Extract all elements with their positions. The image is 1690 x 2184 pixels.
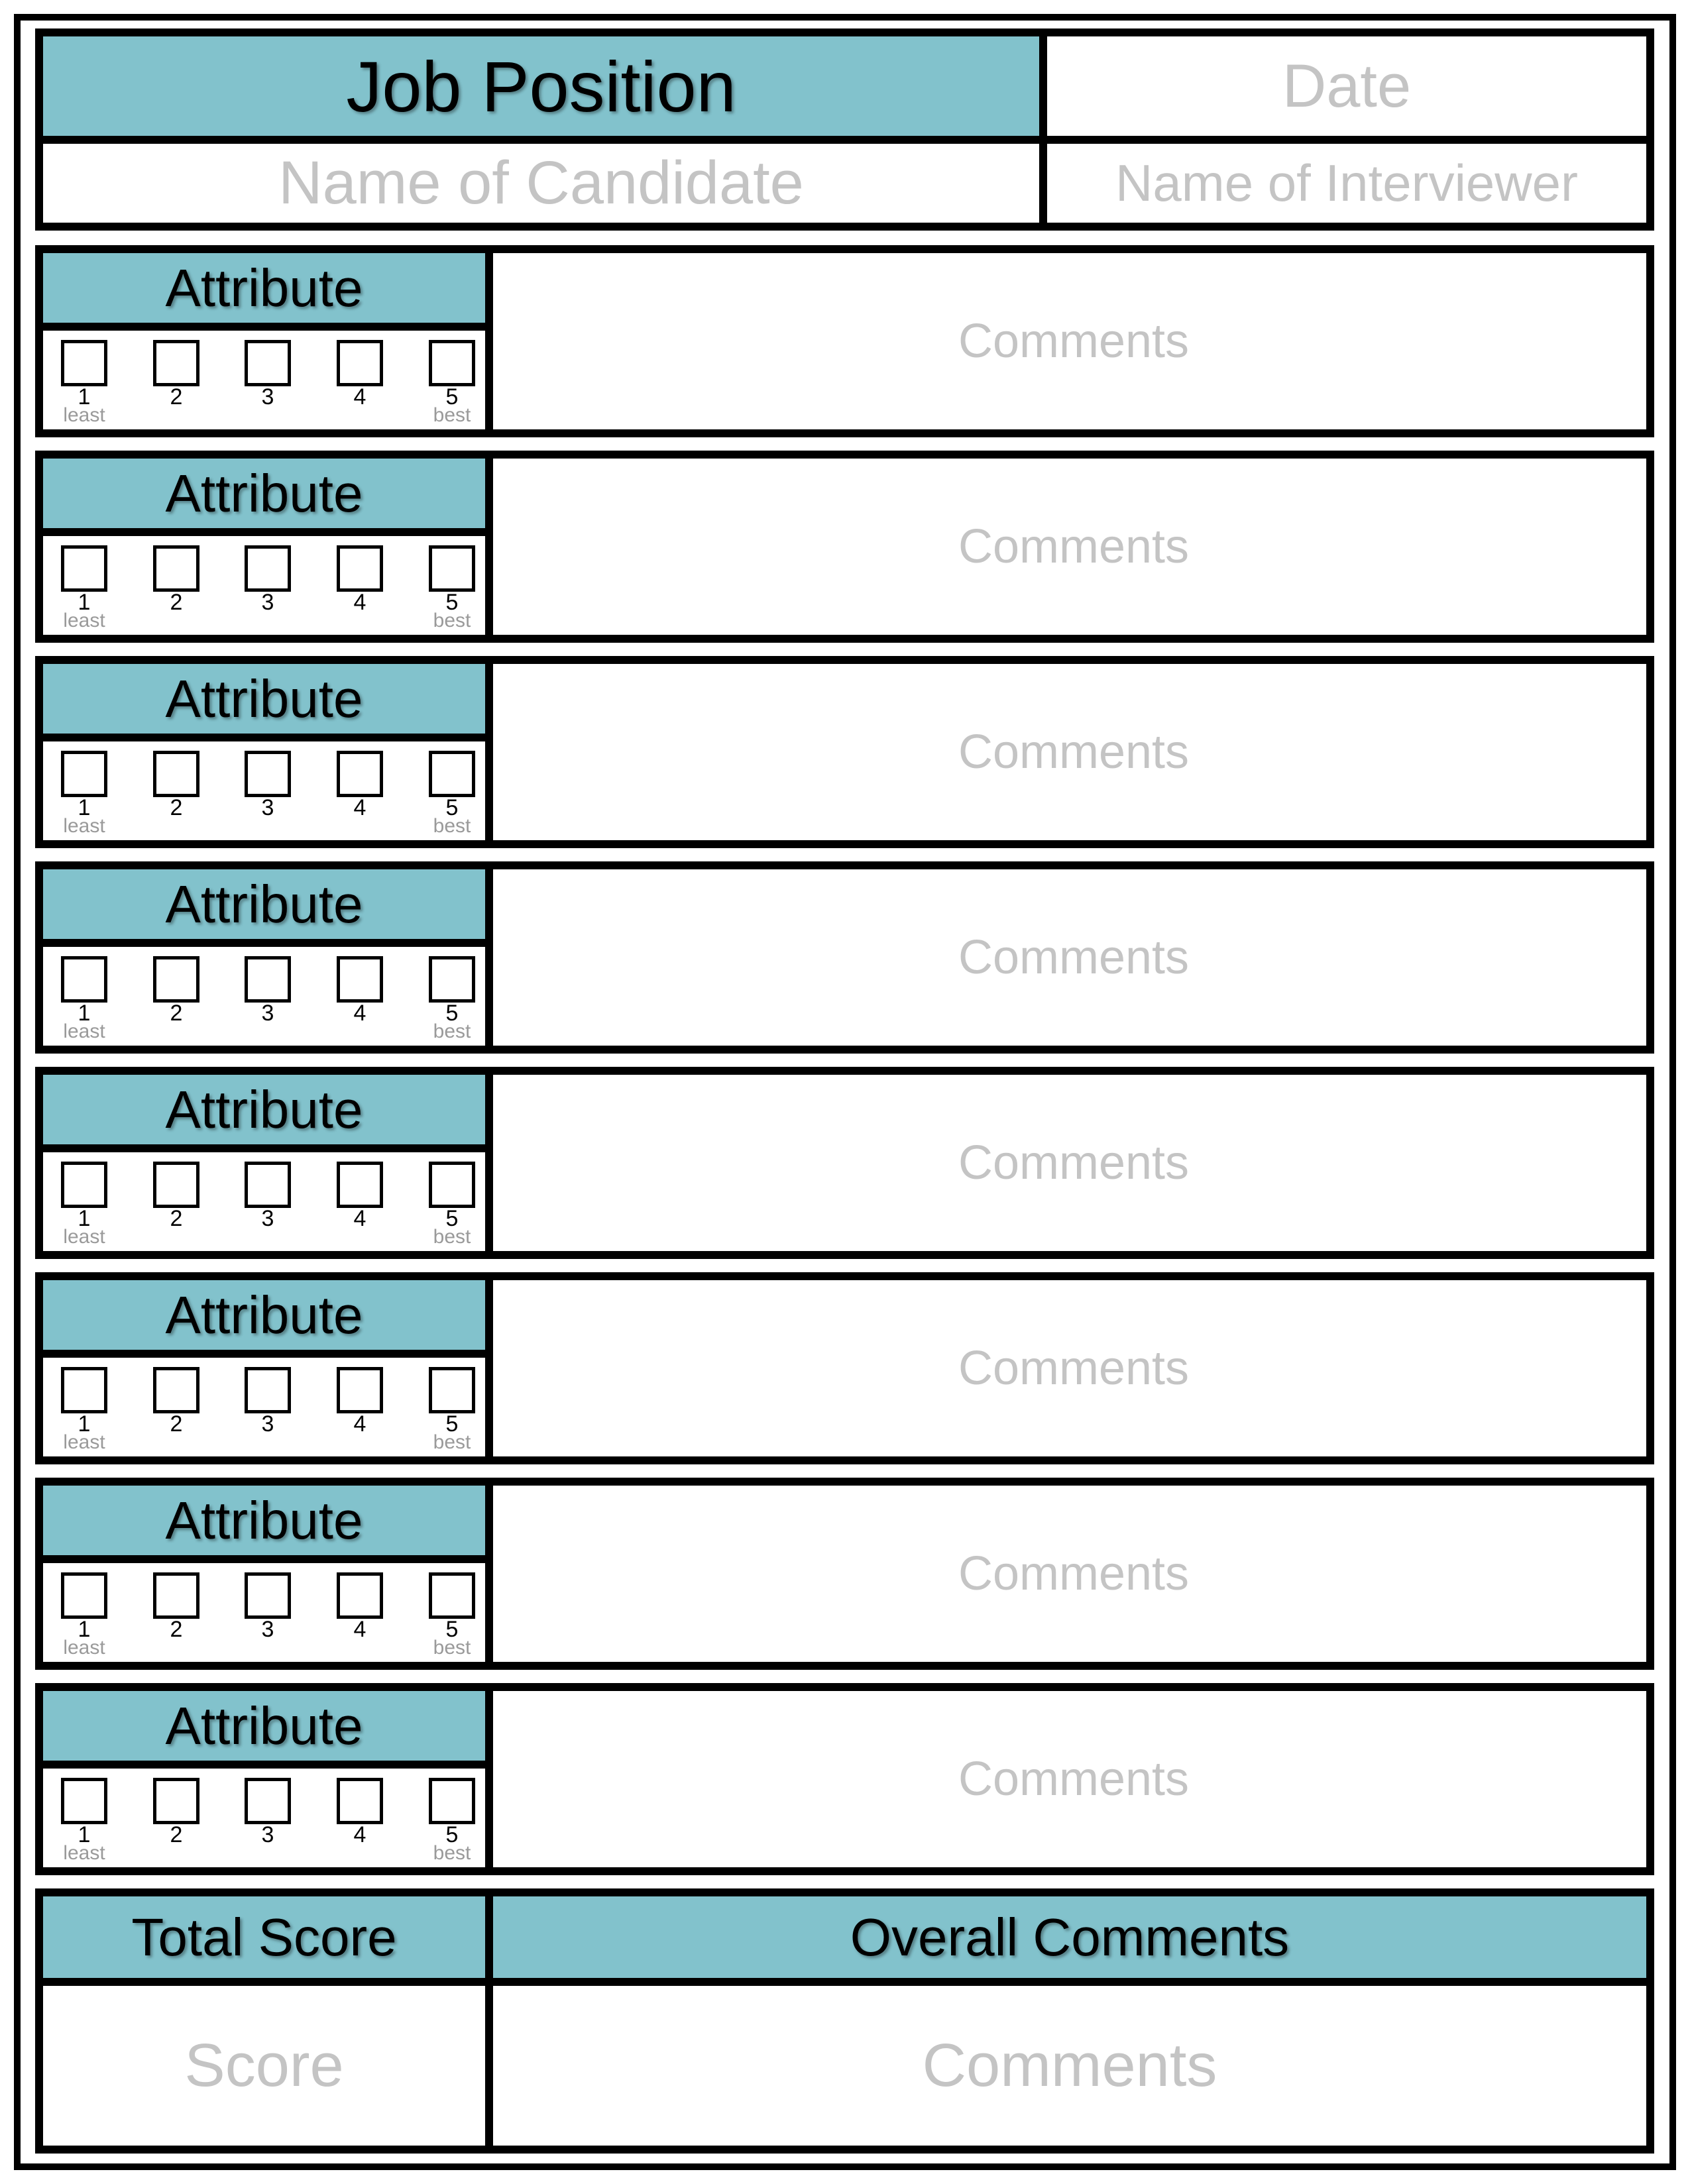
attribute-column-divider <box>485 1075 493 1251</box>
best-label: best <box>433 1842 471 1864</box>
rating-checkbox-5[interactable] <box>429 1572 475 1619</box>
rating-option <box>327 1152 393 1251</box>
attribute-column-divider <box>485 869 493 1046</box>
rating-number: 4 <box>353 590 366 615</box>
rating-number: 2 <box>170 795 183 820</box>
rating-option <box>51 1769 117 1867</box>
rating-checkbox-1[interactable] <box>61 1162 107 1208</box>
rating-option <box>419 1769 485 1867</box>
overall-comments-field[interactable]: Comments <box>922 2032 1217 2099</box>
rating-option <box>143 1358 209 1456</box>
rating-number: 4 <box>353 1411 366 1437</box>
rating-checkbox-5[interactable] <box>429 751 475 797</box>
rating-checkbox-5[interactable] <box>429 956 475 1003</box>
attribute-divider <box>43 1555 485 1563</box>
best-label: best <box>433 1637 471 1659</box>
rating-option <box>143 1563 209 1662</box>
rating-number: 1 <box>78 1001 91 1026</box>
rating-number: 2 <box>170 384 183 410</box>
rating-scale <box>43 1563 485 1662</box>
attribute-comments-field[interactable]: Comments <box>958 1753 1190 1806</box>
job-position-title: Job Position <box>43 36 1039 136</box>
attribute-column-divider <box>485 459 493 635</box>
header-divider-vertical <box>1039 36 1047 223</box>
attribute-row <box>35 1683 1654 1875</box>
attribute-title: Attribute <box>43 1691 485 1761</box>
rating-option <box>327 1563 393 1662</box>
rating-option <box>235 331 301 429</box>
rating-checkbox-4[interactable] <box>337 751 383 797</box>
rating-option <box>419 1563 485 1662</box>
rating-number: 4 <box>353 1206 366 1231</box>
attribute-comments-field[interactable]: Comments <box>958 726 1190 779</box>
attribute-divider <box>43 323 485 331</box>
attribute-title: Attribute <box>43 459 485 528</box>
rating-option <box>235 536 301 635</box>
rating-scale <box>43 331 485 429</box>
rating-number: 5 <box>445 1206 459 1231</box>
attribute-row <box>35 656 1654 848</box>
attribute-row <box>35 1272 1654 1464</box>
rating-number: 2 <box>170 1206 183 1231</box>
footer-divider-horizontal <box>43 1978 1646 1986</box>
rating-number: 1 <box>78 384 91 410</box>
attribute-divider <box>43 1761 485 1769</box>
candidate-name-field[interactable]: Name of Candidate <box>278 149 804 217</box>
rating-option <box>419 536 485 635</box>
attribute-comments-field[interactable]: Comments <box>958 315 1190 368</box>
rating-number: 5 <box>445 1001 459 1026</box>
rating-scale <box>43 741 485 840</box>
rating-number: 5 <box>445 590 459 615</box>
rating-checkbox-2[interactable] <box>153 340 199 386</box>
rating-option <box>327 741 393 840</box>
attribute-column-divider <box>485 1691 493 1867</box>
rating-number: 2 <box>170 1411 183 1437</box>
rating-checkbox-5[interactable] <box>429 1162 475 1208</box>
attribute-title: Attribute <box>43 869 485 939</box>
least-label: least <box>63 1226 105 1248</box>
least-label: least <box>63 815 105 837</box>
rating-number: 3 <box>261 1001 274 1026</box>
rating-option <box>143 947 209 1046</box>
rating-checkbox-4[interactable] <box>337 956 383 1003</box>
rating-number: 1 <box>78 1822 91 1847</box>
rating-checkbox-3[interactable] <box>245 751 291 797</box>
rating-number: 1 <box>78 795 91 820</box>
rating-number: 3 <box>261 795 274 820</box>
rating-scale <box>43 1152 485 1251</box>
rating-number: 3 <box>261 1617 274 1642</box>
rating-number: 5 <box>445 1617 459 1642</box>
rating-checkbox-3[interactable] <box>245 1367 291 1413</box>
attribute-title: Attribute <box>43 664 485 734</box>
rating-option <box>51 741 117 840</box>
rating-number: 1 <box>78 1617 91 1642</box>
rating-option <box>419 741 485 840</box>
rating-number: 5 <box>445 1822 459 1847</box>
rating-checkbox-2[interactable] <box>153 1162 199 1208</box>
rating-checkbox-2[interactable] <box>153 545 199 592</box>
attribute-row <box>35 245 1654 437</box>
rating-checkbox-3[interactable] <box>245 1778 291 1824</box>
rating-number: 4 <box>353 1001 366 1026</box>
rating-checkbox-1[interactable] <box>61 1778 107 1824</box>
rating-option <box>327 947 393 1046</box>
rating-option <box>327 1769 393 1867</box>
rating-checkbox-5[interactable] <box>429 340 475 386</box>
rating-option <box>327 536 393 635</box>
rating-checkbox-2[interactable] <box>153 751 199 797</box>
rating-option <box>235 1769 301 1867</box>
rating-checkbox-2[interactable] <box>153 956 199 1003</box>
attribute-column-divider <box>485 664 493 840</box>
rating-option <box>235 1152 301 1251</box>
rating-checkbox-3[interactable] <box>245 545 291 592</box>
least-label: least <box>63 610 105 631</box>
rating-checkbox-4[interactable] <box>337 1367 383 1413</box>
rating-number: 4 <box>353 1617 366 1642</box>
attribute-row <box>35 1067 1654 1259</box>
best-label: best <box>433 610 471 631</box>
header-block <box>35 28 1654 231</box>
rating-option <box>235 1358 301 1456</box>
rating-option <box>235 741 301 840</box>
rating-number: 2 <box>170 590 183 615</box>
rating-checkbox-4[interactable] <box>337 1162 383 1208</box>
rating-checkbox-4[interactable] <box>337 1778 383 1824</box>
rating-checkbox-1[interactable] <box>61 1572 107 1619</box>
rating-option <box>51 1358 117 1456</box>
least-label: least <box>63 1431 105 1453</box>
rating-number: 3 <box>261 1822 274 1847</box>
attribute-divider <box>43 528 485 536</box>
least-label: least <box>63 1020 105 1042</box>
rating-option <box>419 331 485 429</box>
rating-number: 2 <box>170 1001 183 1026</box>
rating-number: 5 <box>445 795 459 820</box>
attribute-column-divider <box>485 1486 493 1662</box>
rating-number: 2 <box>170 1822 183 1847</box>
best-label: best <box>433 1226 471 1248</box>
rating-option <box>235 947 301 1046</box>
attribute-row <box>35 1478 1654 1670</box>
rating-option <box>51 1152 117 1251</box>
rating-number: 3 <box>261 1411 274 1437</box>
best-label: best <box>433 1020 471 1042</box>
rating-number: 3 <box>261 1206 274 1231</box>
rating-checkbox-1[interactable] <box>61 1367 107 1413</box>
header-divider-horizontal <box>43 136 1646 144</box>
rating-checkbox-3[interactable] <box>245 340 291 386</box>
attribute-title: Attribute <box>43 1486 485 1555</box>
rating-option <box>51 947 117 1046</box>
rating-scale <box>43 947 485 1046</box>
attribute-column-divider <box>485 253 493 429</box>
attribute-comments-field[interactable]: Comments <box>958 1547 1190 1600</box>
rating-number: 5 <box>445 384 459 410</box>
score-field[interactable]: Score <box>184 2032 344 2099</box>
rating-checkbox-5[interactable] <box>429 545 475 592</box>
rating-number: 3 <box>261 590 274 615</box>
rating-number: 5 <box>445 1411 459 1437</box>
date-field[interactable]: Date <box>1282 52 1412 120</box>
rating-checkbox-4[interactable] <box>337 1572 383 1619</box>
attribute-divider <box>43 1144 485 1152</box>
attribute-row <box>35 861 1654 1054</box>
rating-checkbox-3[interactable] <box>245 1162 291 1208</box>
rating-checkbox-3[interactable] <box>245 956 291 1003</box>
least-label: least <box>63 1842 105 1864</box>
rating-scale <box>43 536 485 635</box>
rating-checkbox-1[interactable] <box>61 751 107 797</box>
least-label: least <box>63 404 105 426</box>
rating-checkbox-4[interactable] <box>337 545 383 592</box>
attribute-divider <box>43 734 485 741</box>
attribute-row <box>35 451 1654 643</box>
rating-checkbox-2[interactable] <box>153 1572 199 1619</box>
rating-checkbox-1[interactable] <box>61 340 107 386</box>
rating-option <box>143 1152 209 1251</box>
rating-checkbox-5[interactable] <box>429 1367 475 1413</box>
attribute-column-divider <box>485 1280 493 1456</box>
rating-option <box>143 741 209 840</box>
rating-number: 1 <box>78 1411 91 1437</box>
rating-option <box>51 331 117 429</box>
rating-scale <box>43 1769 485 1867</box>
rating-number: 1 <box>78 590 91 615</box>
attribute-title: Attribute <box>43 253 485 323</box>
rating-checkbox-2[interactable] <box>153 1778 199 1824</box>
best-label: best <box>433 1431 471 1453</box>
rating-option <box>143 1769 209 1867</box>
attribute-comments-field[interactable]: Comments <box>958 520 1190 573</box>
rating-checkbox-1[interactable] <box>61 545 107 592</box>
rating-number: 1 <box>78 1206 91 1231</box>
interviewer-name-field[interactable]: Name of Interviewer <box>1115 154 1578 212</box>
rating-option <box>419 947 485 1046</box>
rating-option <box>419 1152 485 1251</box>
best-label: best <box>433 404 471 426</box>
best-label: best <box>433 815 471 837</box>
attribute-title: Attribute <box>43 1280 485 1350</box>
total-score-label: Total Score <box>43 1896 485 1978</box>
rating-option <box>235 1563 301 1662</box>
attribute-title: Attribute <box>43 1075 485 1144</box>
attribute-comments-field[interactable]: Comments <box>958 931 1190 984</box>
rating-option <box>327 331 393 429</box>
least-label: least <box>63 1637 105 1659</box>
rating-checkbox-5[interactable] <box>429 1778 475 1824</box>
rating-checkbox-2[interactable] <box>153 1367 199 1413</box>
rating-option <box>419 1358 485 1456</box>
footer-block <box>35 1888 1654 2154</box>
rating-option <box>143 331 209 429</box>
rating-option <box>143 536 209 635</box>
attribute-comments-field[interactable]: Comments <box>958 1136 1190 1189</box>
rating-number: 4 <box>353 384 366 410</box>
rating-checkbox-4[interactable] <box>337 340 383 386</box>
rating-option <box>51 536 117 635</box>
rating-checkbox-3[interactable] <box>245 1572 291 1619</box>
rating-option <box>327 1358 393 1456</box>
attribute-divider <box>43 1350 485 1358</box>
overall-comments-label: Overall Comments <box>493 1896 1646 1978</box>
attribute-comments-field[interactable]: Comments <box>958 1342 1190 1395</box>
rating-number: 2 <box>170 1617 183 1642</box>
attribute-divider <box>43 939 485 947</box>
rating-number: 4 <box>353 795 366 820</box>
rating-option <box>51 1563 117 1662</box>
footer-divider-vertical <box>485 1896 493 2146</box>
rating-checkbox-1[interactable] <box>61 956 107 1003</box>
rating-number: 4 <box>353 1822 366 1847</box>
rating-number: 3 <box>261 384 274 410</box>
rating-scale <box>43 1358 485 1456</box>
